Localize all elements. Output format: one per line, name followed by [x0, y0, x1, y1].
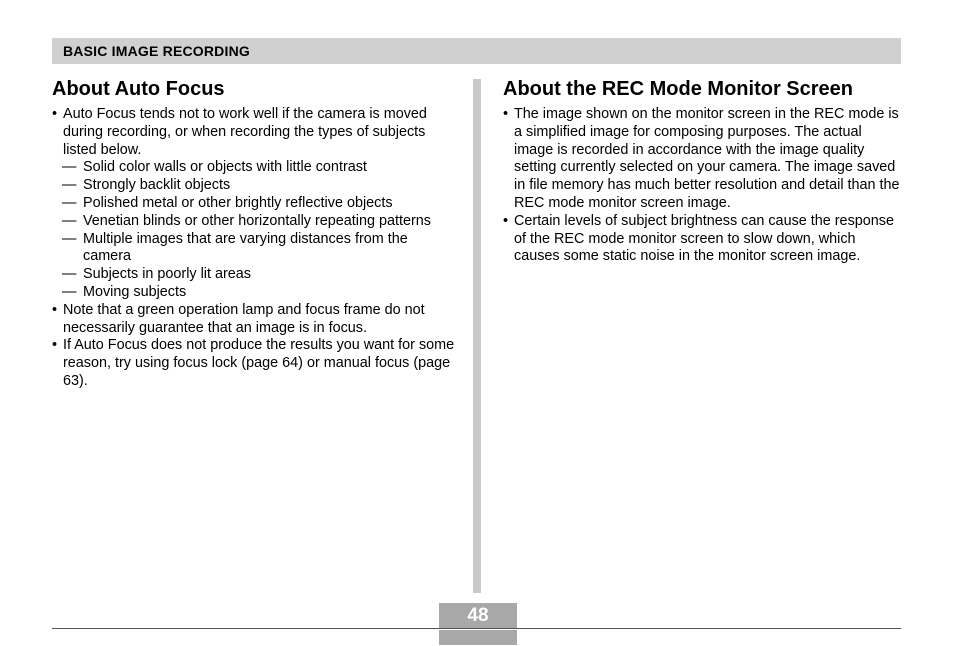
auto-focus-list [52, 106, 456, 391]
right-column [503, 77, 903, 266]
page-number-tab [439, 603, 517, 628]
sub-list-item: — Strongly backlit objects [52, 177, 456, 195]
sub-list-item: — Solid color walls or objects with little contrast [52, 159, 456, 177]
sub-list-item: — Venetian blinds or other horizontally repeating patterns [52, 213, 456, 231]
rec-monitor-title: About the REC Mode Monitor Screen [503, 78, 853, 100]
auto-focus-title: About Auto Focus [52, 78, 225, 100]
list-item: • Certain levels of subject brightness can cause the response of the REC mode monitor screen to slow down, which causes some static noise in the monitor screen image. [503, 213, 903, 266]
rec-monitor-list [503, 106, 903, 266]
sub-list-item: — Moving subjects [52, 284, 456, 302]
page-number-tab-lower [439, 630, 517, 645]
list-item: • The image shown on the monitor screen in the REC mode is a simplified image for composing purposes. The actual image is recorded in accordance with the image quality setting currently selected on your camera. The image saved in file memory has much better resolution and detail than the REC mode monitor screen image. [503, 106, 903, 213]
section-header-label: BASIC IMAGE RECORDING [63, 43, 250, 59]
section-header-bar [52, 38, 901, 64]
column-divider [473, 79, 481, 593]
list-item: • Note that a green operation lamp and focus frame do not necessarily guarantee that an image is in focus. [52, 302, 456, 338]
sub-list-item: — Polished metal or other brightly reflective objects [52, 195, 456, 213]
list-item: • Auto Focus tends not to work well if the camera is moved during recording, or when recording the types of subjects listed below. [52, 106, 456, 159]
footer-rule [52, 628, 901, 629]
page-number: 48 [467, 605, 489, 626]
sub-list-item: — Subjects in poorly lit areas [52, 266, 456, 284]
sub-list-item: — Multiple images that are varying distances from the camera [52, 231, 456, 267]
left-column [52, 77, 456, 391]
list-item: • If Auto Focus does not produce the results you want for some reason, try using focus lock (page 64) or manual focus (page 63). [52, 337, 456, 390]
